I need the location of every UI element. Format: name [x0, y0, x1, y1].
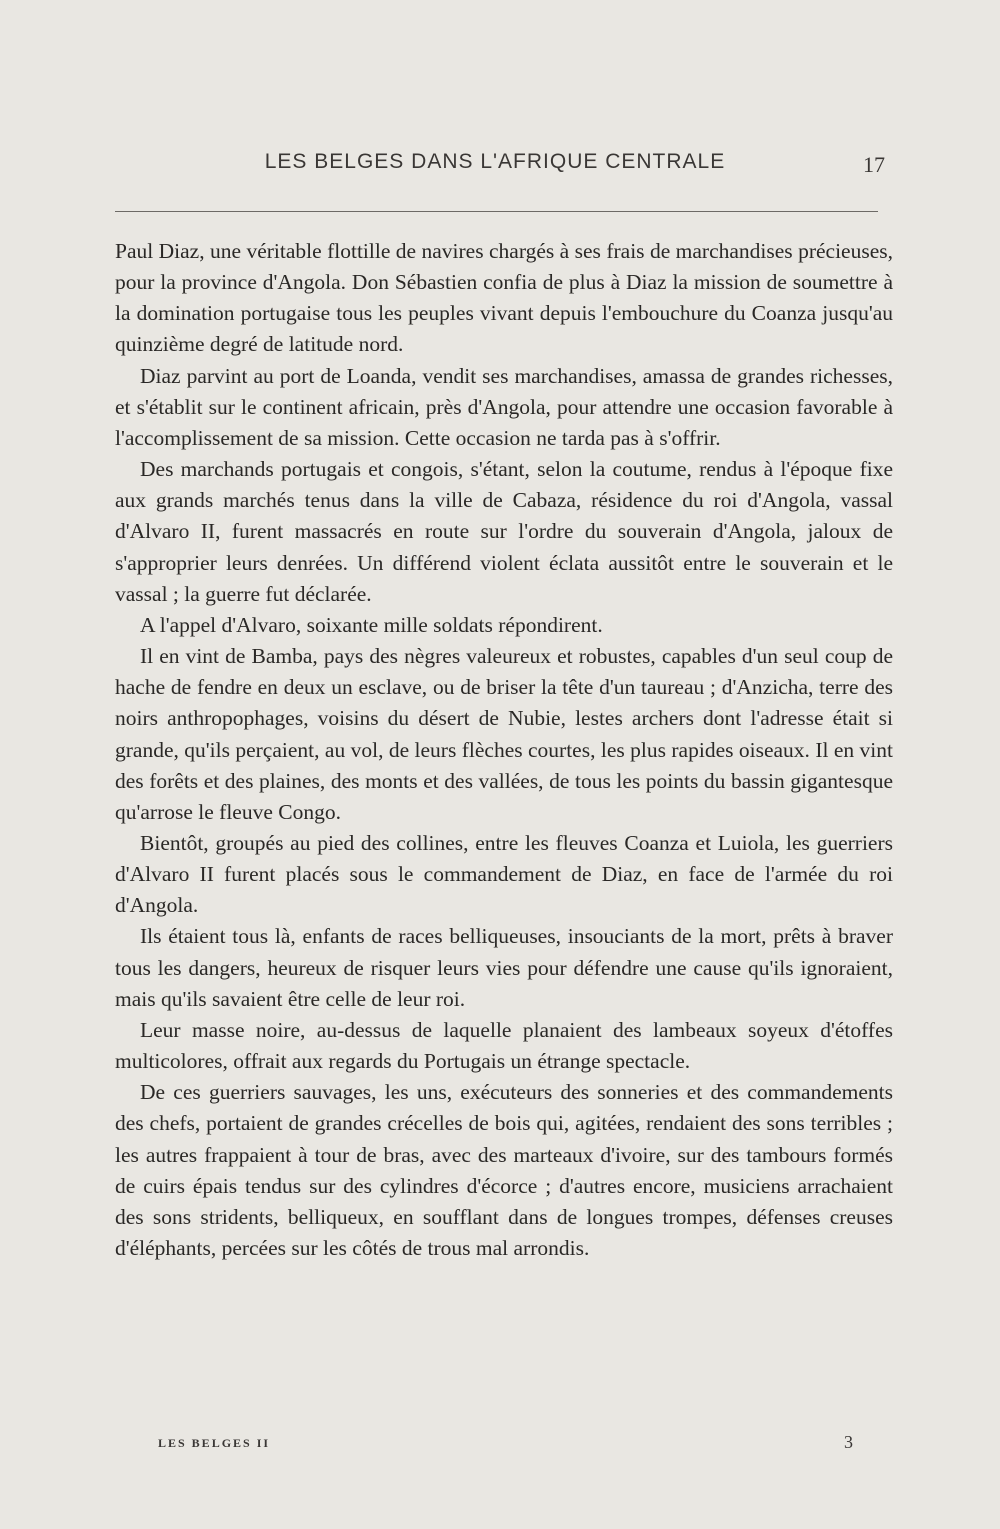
- paragraph: Leur masse noire, au-dessus de laquelle planaient des lambeaux soyeux d'étoffes multicolores, offrait aux regards du Portugais un étrange spectacle.: [115, 1017, 893, 1074]
- paragraph: De ces guerriers sauvages, les uns, exécuteurs des sonneries et des commandements des chefs, portaient de grandes crécelles de bois qui, agitées, rendaient des sons terribles ; les autres frappaient à tour de bras, avec des marteaux d'ivoire, sur des tambours formés de cuirs épais tendus sur des cylindres d'écorce ; d'autres encore, musiciens arrachaient des sons stridents, belliqueux, en soufflant dans de longues trompes, défenses creuses d'éléphants, percées sur les côtés de trous mal arrondis.: [115, 1080, 893, 1260]
- header-rule: [115, 211, 878, 212]
- paragraph: Il en vint de Bamba, pays des nègres valeureux et robustes, capables d'un seul coup de hache de fendre en deux un esclave, ou de briser la tête d'un taureau ; d'Anzicha, terre des noirs anthropophages, voisins du désert de Nubie, lestes archers dont l'adresse était si grande, qu'ils perçaient, au vol, de leurs flèches courtes, les plus rapides oiseaux. Il en vint des forêts et des plaines, des monts et des vallées, de tous les points du bassin gigantesque qu'arrose le fleuve Congo.: [115, 644, 893, 824]
- body-text: [115, 236, 893, 1264]
- paragraph: Ils étaient tous là, enfants de races belliqueuses, insouciants de la mort, prêts à braver tous les dangers, heureux de risquer leurs vies pour défendre une cause qu'ils ignoraient, mais qu'ils savaient être celle de leur roi.: [115, 924, 893, 1011]
- page-number: 17: [863, 152, 885, 177]
- page-footer: [158, 1432, 858, 1462]
- printer-signature: LES BELGES II: [158, 1436, 271, 1450]
- page-header: [115, 150, 885, 186]
- paragraph: Des marchands portugais et congois, s'étant, selon la coutume, rendus à l'époque fixe aux grands marchés tenus dans la ville de Cabaza, résidence du roi d'Angola, vassal d'Alvaro II, furent massacrés en route sur l'ordre du souverain d'Angola, jaloux de s'approprier leurs denrées. Un différend violent éclata aussitôt entre le souverain et le vassal ; la guerre fut déclarée.: [115, 457, 893, 606]
- sheet-number: 3: [844, 1432, 853, 1452]
- paragraph: Bientôt, groupés au pied des collines, entre les fleuves Coanza et Luiola, les guerriers d'Alvaro II furent placés sous le commandement de Diaz, en face de l'armée du roi d'Angola.: [115, 830, 893, 918]
- running-title: LES BELGES DANS L'AFRIQUE CENTRALE: [264, 150, 726, 173]
- paragraph: Diaz parvint au port de Loanda, vendit ses marchandises, amassa de grandes richesses, et s'établit sur le continent africain, près d'Angola, pour attendre une occasion favorable à l'accomplissement de sa mission. Cette occasion ne tarda pas à s'offrir.: [115, 363, 893, 450]
- paragraph: Paul Diaz, une véritable flottille de navires chargés à ses frais de marchandises précieuses, pour la province d'Angola. Don Sébastien confia de plus à Diaz la mission de soumettre à la domination portugaise tous les peuples vivant depuis l'embouchure du Coanza jusqu'au quinzième degré de latitude nord.: [115, 239, 893, 357]
- paragraph: A l'appel d'Alvaro, soixante mille soldats répondirent.: [140, 612, 603, 637]
